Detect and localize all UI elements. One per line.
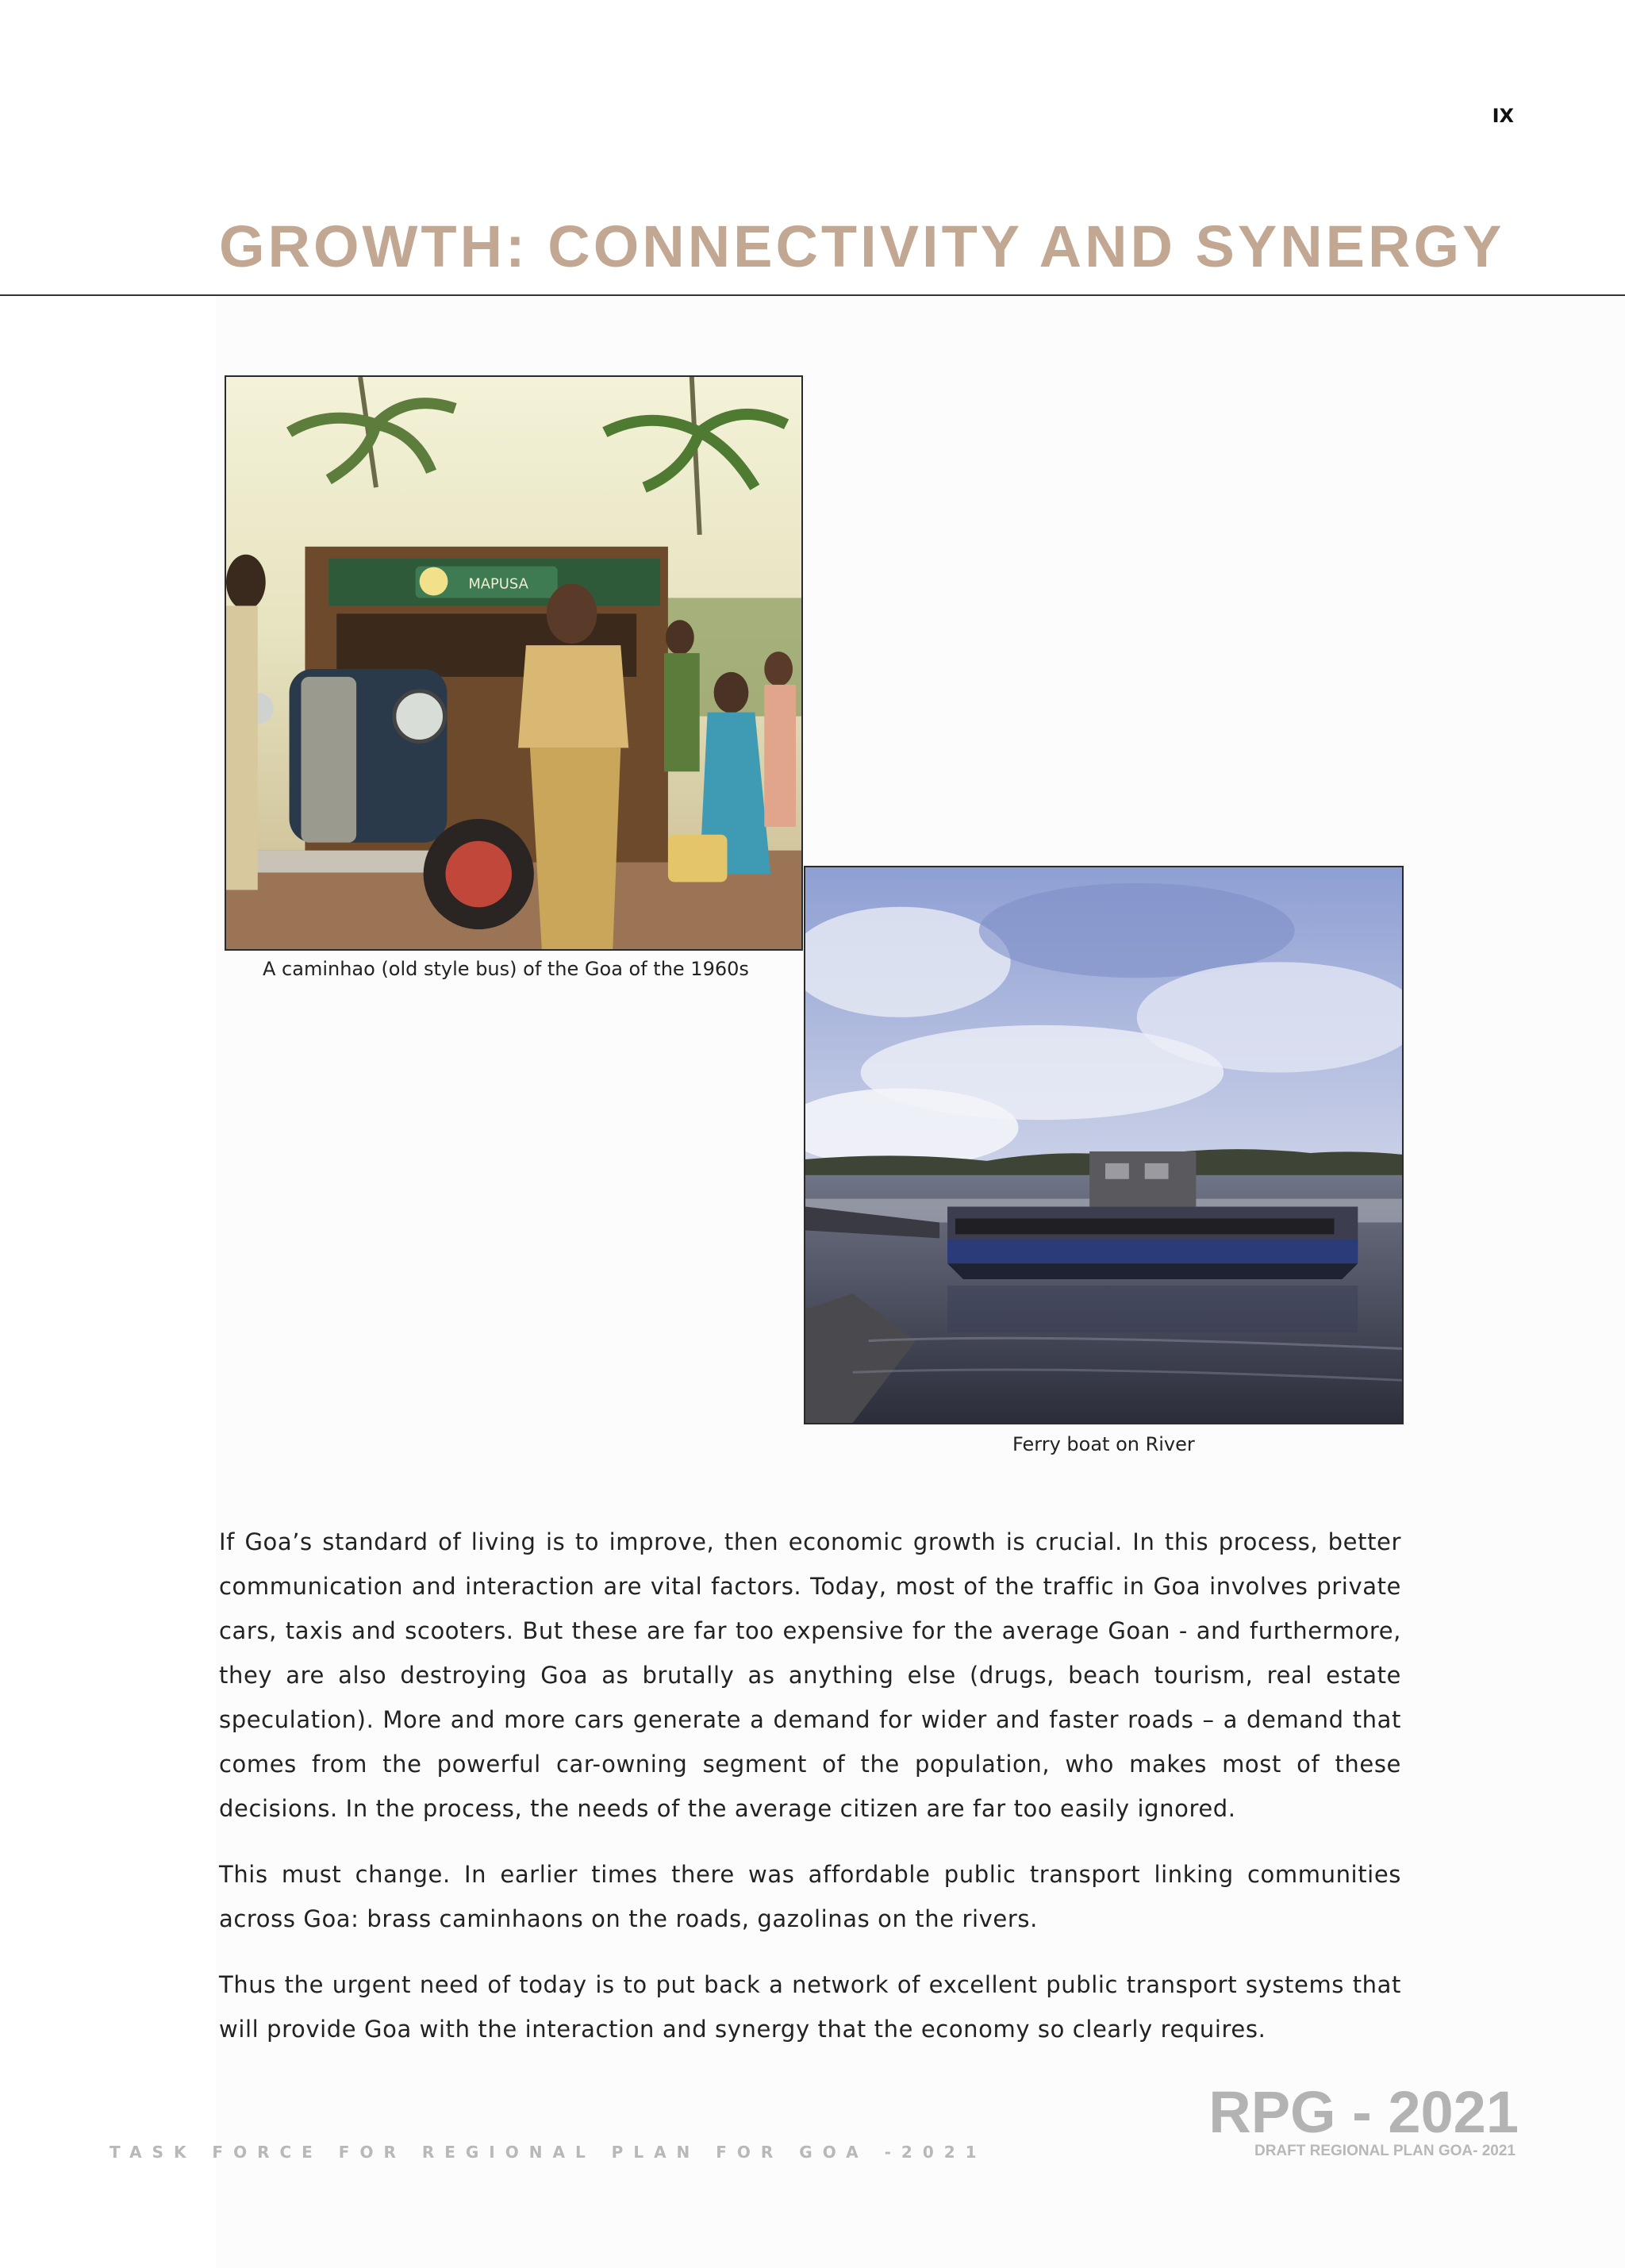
title-divider <box>0 294 1625 296</box>
bus-illustration <box>226 377 801 949</box>
ferry-photo <box>804 866 1404 1424</box>
ferry-photo-caption: Ferry boat on River <box>1012 1433 1195 1455</box>
body-paragraph-3: Thus the urgent need of today is to put back a network of excellent public transport systems that will provide Goa with the interaction and synergy that the economy so clearly requires. <box>219 1971 1401 2043</box>
bus-photo-caption: A caminhao (old style bus) of the Goa of the 1960s <box>263 958 749 980</box>
page-number: IX <box>1492 105 1514 127</box>
body-text <box>219 1520 1401 2073</box>
footer-brand-logo: RPG - 2021 <box>1208 2079 1519 2145</box>
body-paragraph-2: This must change. In earlier times there was affordable public transport linking communities across Goa: brass caminhaons on the roads, gazolinas on the rivers. <box>219 1861 1401 1932</box>
page-title: GROWTH: CONNECTIVITY AND SYNERGY <box>219 213 1505 279</box>
bus-photo <box>225 375 803 951</box>
footer-brand-subtitle: DRAFT REGIONAL PLAN GOA- 2021 <box>1254 2143 1516 2159</box>
bus-sign-text: MAPUSA <box>468 575 528 593</box>
body-paragraph-1: If Goa’s standard of living is to improve, then economic growth is crucial. In this process, better communication and interaction are vital factors. Today, most of the traffic in Goa involves private cars, taxis and scooters. But these are far too expensive for the average Goan - and furthermore, they are also destroying Goa as brutally as anything else (drugs, beach tourism, real estate speculation). More and more cars generate a demand for wider and faster roads – a demand that comes from the powerful car-owning segment of the population, who makes most of these decisions. In the process, the needs of the average citizen are far too easily ignored. <box>219 1528 1401 1822</box>
ferry-illustration <box>805 867 1402 1423</box>
footer-task-force-text: TASK FORCE FOR REGIONAL PLAN FOR GOA -2021 <box>109 2143 987 2162</box>
